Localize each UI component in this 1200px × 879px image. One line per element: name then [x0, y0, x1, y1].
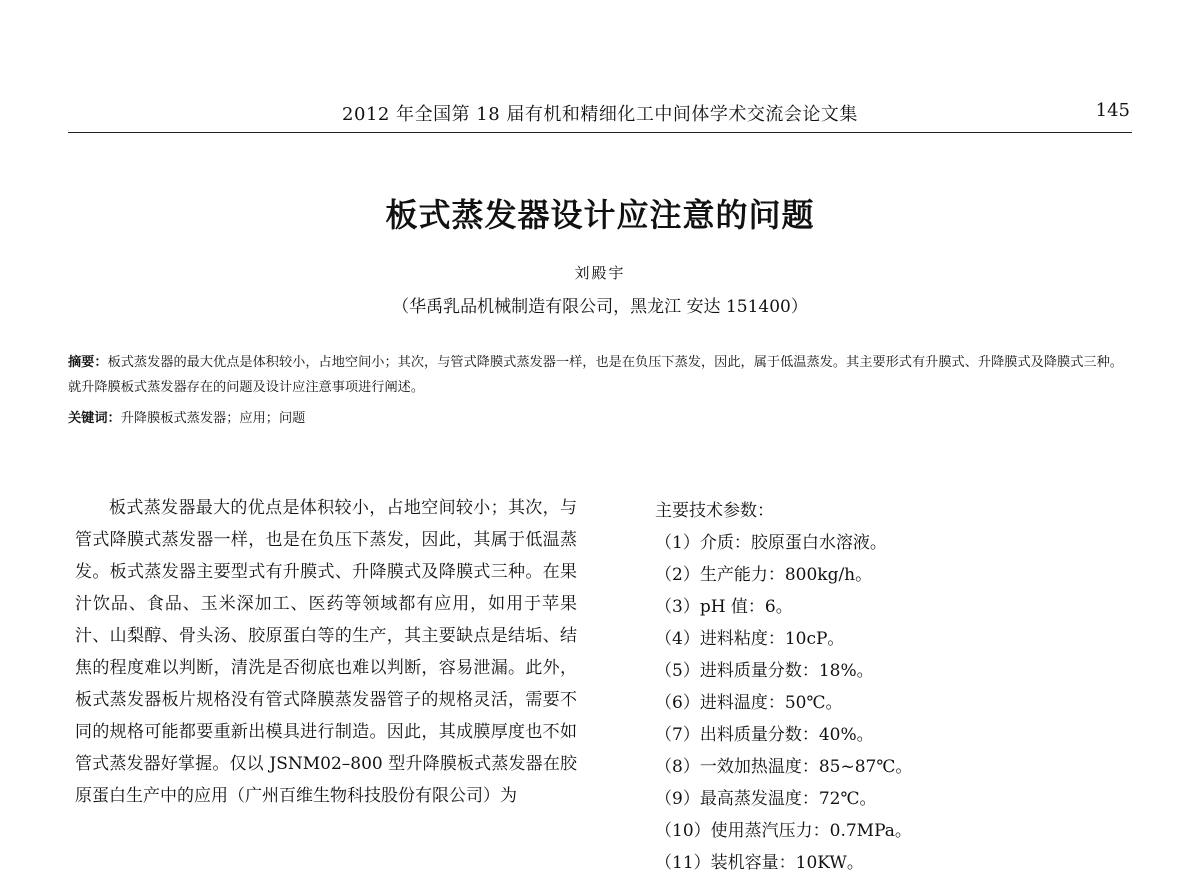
- page-number: 145: [1095, 100, 1130, 121]
- param-item: （11）装机容量：10KW。: [655, 853, 864, 873]
- abstract-text: 板式蒸发器的最大优点是体积较小，占地空间小；其次，与管式降膜式蒸发器一样，也是在负压下蒸发，因此，属于低温蒸发。其主要形式有升膜式、升降膜式及降膜式三种。就升降膜板式蒸发器存在的问题及设计应注意事项进行阐述。: [68, 355, 1123, 395]
- body-paragraph: 板式蒸发器最大的优点是体积较小，占地空间较小；其次，与管式降膜式蒸发器一样，也是在负压下蒸发，因此，其属于低温蒸发。板式蒸发器主要型式有升膜式、升降膜式及降膜式三种。在果汁饮品、食品、玉米深加工、医药等领域都有应用，如用于苹果汁、山梨醇、骨头汤、胶原蛋白等的生产，其主要缺点是结垢、结焦的程度难以判断，清洗是否彻底也难以判断，容易泄漏。此外，板式蒸发器板片规格没有管式降膜蒸发器管子的规格灵活，需要不同的规格可能都要重新出模具进行制造。因此，其成膜厚度也不如管式蒸发器好掌握。仅以 JSNM02–800 型升降膜板式蒸发器在胶原蛋白生产中的应用（广州百维生物科技股份有限公司）为: [75, 498, 577, 806]
- keywords-label: 关键词：: [68, 411, 121, 426]
- author-name: 刘殿宇: [574, 264, 626, 282]
- running-header: [68, 96, 1132, 133]
- paper-title: 板式蒸发器设计应注意的问题: [385, 196, 815, 234]
- abstract-label: 摘要：: [68, 355, 108, 370]
- header-title: 2012 年全国第 18 届有机和精细化工中间体学术交流会论文集: [342, 104, 858, 125]
- body-left-column: [75, 492, 577, 812]
- param-item: （2）生产能力：800kg/h。: [655, 565, 873, 585]
- param-item: （1）介质：胶原蛋白水溶液。: [655, 533, 887, 553]
- param-item: （8）一效加热温度：85~87℃。: [655, 757, 913, 777]
- abstract: [68, 350, 1132, 400]
- param-item: （5）进料质量分数：18%。: [655, 661, 874, 681]
- author-affiliation: （华禹乳品机械制造有限公司，黑龙江 安达 151400）: [392, 297, 808, 317]
- param-item: （10）使用蒸汽压力：0.7MPa。: [655, 821, 912, 841]
- param-item: （4）进料粘度：10cP。: [655, 629, 845, 649]
- body-right-column: [655, 495, 1135, 879]
- keywords: [68, 408, 1132, 430]
- params-heading: 主要技术参数：: [655, 501, 774, 521]
- param-item: （6）进料温度：50℃。: [655, 693, 843, 713]
- param-item: （3）pH 值：6。: [655, 597, 793, 617]
- param-item: （7）出料质量分数：40%。: [655, 725, 874, 745]
- param-item: （9）最高蒸发温度：72℃。: [655, 789, 877, 809]
- keywords-text: 升降膜板式蒸发器；应用；问题: [120, 411, 306, 426]
